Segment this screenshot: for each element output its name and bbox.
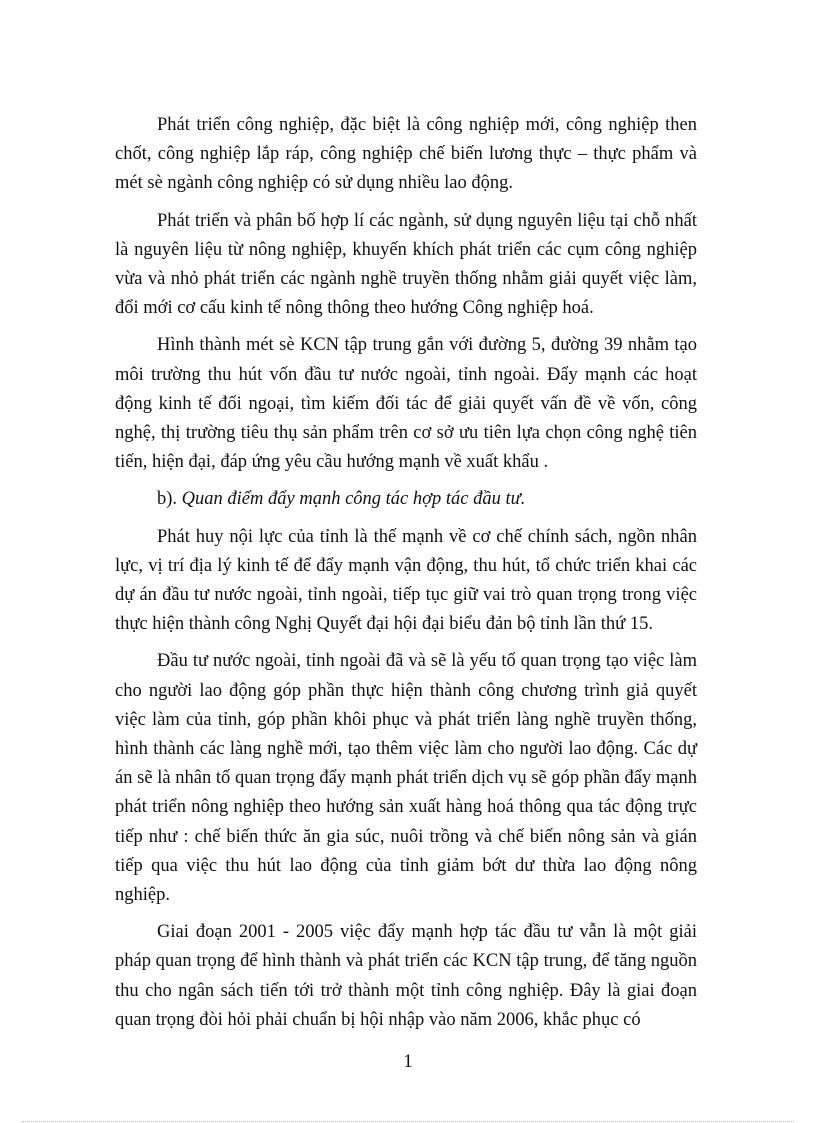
paragraph: Phát triển và phân bố hợp lí các ngành, sử dụng nguyên liệu tại chỗ nhất là nguyên liệu từ nông nghiệp, khuyến khích phát triển các cụm công nghiệp vừa và nhỏ phát triển các ngành nghề truyền thống nhằm giải quyết việc làm, đổi mới cơ cấu kinh tế nông thông theo hướng Công nghiệp hoá. [115, 210, 697, 319]
paragraph: Hình thành mét sè KCN tập trung gắn với đường 5, đường 39 nhằm tạo môi trường thu hút vốn đầu tư nước ngoài, tỉnh ngoài. Đẩy mạnh các hoạt động kinh tế đối ngoại, tìm kiếm đối tác để giải quyết vấn đề về vốn, công nghệ, thị trường tiêu thụ sản phẩm trên cơ sở ưu tiên lựa chọn công nghệ tiên tiến, hiện đại, đáp ứng yêu cầu hướng mạnh về xuất khẩu . [115, 335, 697, 473]
section-subheading [115, 485, 697, 514]
document-body [115, 111, 697, 1043]
page-number: 1 [403, 1051, 413, 1072]
paragraph: Giai đoạn 2001 - 2005 việc đẩy mạnh hợp tác đầu tư vẫn là một giải pháp quan trọng để hình thành và phát triển các KCN tập trung, để tăng nguồn thu cho ngân sách tiến tới trở thành một tỉnh công nghiệp. Đây là giai đoạn quan trọng đòi hỏi phải chuẩn bị hội nhập vào năm 2006, khắc phục có [115, 922, 697, 1030]
page-bottom-border [22, 1121, 794, 1122]
subheading-title: Quan điểm đẩy mạnh công tác hợp tác đầu tư. [181, 489, 526, 510]
paragraph: Đầu tư nước ngoài, tỉnh ngoài đã và sẽ là yếu tố quan trọng tạo việc làm cho người lao động góp phần thực hiện thành công chương trình giả quyết việc làm của tỉnh, góp phần khôi phục và phát triển làng nghề truyền thống, hình thành các làng nghề mới, tạo thêm việc làm cho người lao động. Các dự án sẽ là nhân tố quan trọng đẩy mạnh phát triển dịch vụ sẽ góp phần đẩy mạnh phát triển nông nghiệp theo hướng sản xuất hàng hoá thông qua tác động trực tiếp như : chế biến thức ăn gia súc, nuôi trồng và chế biến nông sản và gián tiếp qua việc thu hút lao động của tỉnh giảm bớt dư thừa lao động nông nghiệp. [115, 651, 697, 906]
paragraph: Phát huy nội lực của tỉnh là thế mạnh về cơ chế chính sách, ngồn nhân lực, vị trí địa lý kinh tế để đẩy mạnh vận động, thu hút, tổ chức triển khai các dự án đầu tư nước ngoài, tỉnh ngoài, tiếp tục giữ vai trò quan trọng trong việc thực hiện thành công Nghị Quyết đại hội đại biểu đản bộ tỉnh lần thứ 15. [115, 526, 697, 635]
subheading-label: b). [157, 489, 178, 510]
paragraph: Phát triển công nghiệp, đặc biệt là công nghiệp mới, công nghiệp then chốt, công nghiệp lắp ráp, công nghiệp chế biến lương thực – thực phẩm và mét sè ngành công nghiệp có sử dụng nhiều lao động. [115, 115, 697, 194]
